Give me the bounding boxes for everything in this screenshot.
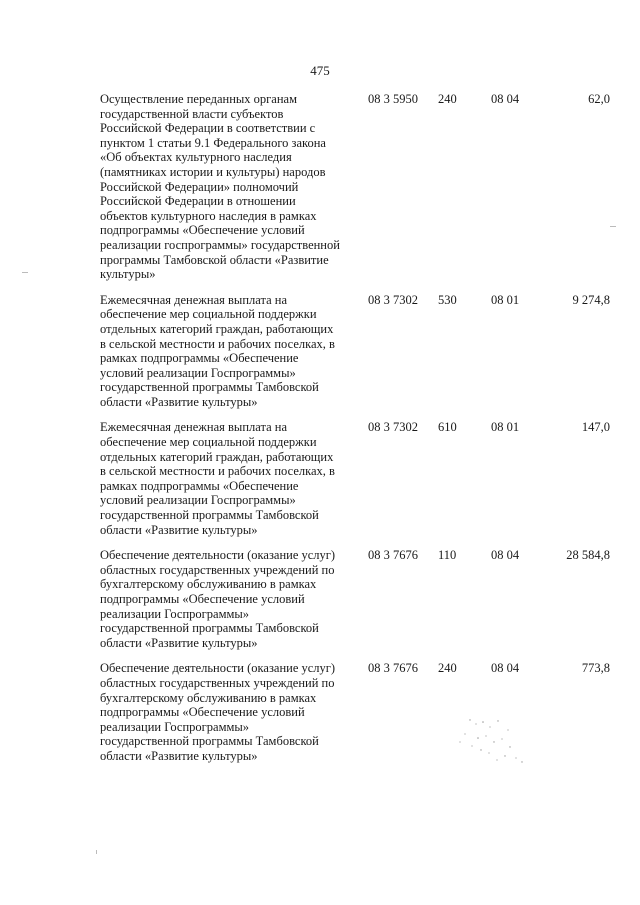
- table-row: [100, 420, 610, 537]
- row-amount: 147,0: [581, 420, 610, 435]
- row-section-code: 08 01: [490, 420, 520, 435]
- row-description: Ежемесячная денежная выплата на обеспечение мер социальной поддержки отдельных категорий граждан, работающих в сельской местности и рабочих поселках, в рамках подпрограммы «Обеспечение условий реализации Госпрограммы» государственной программы Тамбовской области «Развитие культуры»: [100, 292, 335, 409]
- row-expense-type-code: 240: [438, 92, 457, 106]
- table-row: [100, 548, 610, 650]
- row-description: Обеспечение деятельности (оказание услуг) областных государственных учреждений по бухгалтерскому обслуживанию в рамках подпрограммы «Обеспечение условий реализации Госпрограммы» государственной программы Тамбовской области «Развитие культуры»: [100, 548, 336, 650]
- margin-mark: [610, 226, 616, 227]
- margin-mark: [96, 850, 97, 854]
- row-expense-type-code: 110: [438, 548, 457, 563]
- row-amount: 28 584,8: [566, 548, 610, 563]
- row-target-article-code: 08 3 7302: [368, 420, 418, 435]
- table-row: [100, 92, 610, 282]
- row-expense-type-code: 610: [438, 420, 457, 435]
- row-expense-type-code: 240: [438, 661, 457, 676]
- table-row: [100, 293, 610, 410]
- budget-table: [100, 92, 610, 775]
- row-expense-type-code: 530: [438, 292, 457, 307]
- page-number: 475: [310, 63, 330, 78]
- row-amount: 9 274,8: [572, 292, 610, 307]
- row-amount: 773,8: [581, 661, 610, 676]
- row-target-article-code: 08 3 7676: [368, 548, 418, 563]
- row-target-article-code: 08 3 5950: [368, 92, 418, 106]
- scan-noise: [450, 712, 540, 772]
- row-section-code: 08 04: [490, 661, 520, 676]
- margin-mark: [22, 272, 28, 273]
- row-section-code: 08 01: [490, 292, 520, 307]
- row-target-article-code: 08 3 7676: [368, 661, 418, 676]
- row-description: Осуществление переданных органам государственной власти субъектов Российской Федерации в соответствии с пунктом 1 статьи 9.1 Федерального закона «Об объектах культурного наследия (памятниках истории и культуры) народов Российской Федерации» полномочий Российской Федерации в отношении объектов культурного наследия в рамках подпрограммы «Обеспечение условий реализации госпрограммы» государственной программы Тамбовской области «Развитие культуры»: [100, 92, 340, 282]
- row-section-code: 08 04: [490, 92, 520, 106]
- row-description: Ежемесячная денежная выплата на обеспечение мер социальной поддержки отдельных категорий граждан, работающих в сельской местности и рабочих поселках, в рамках подпрограммы «Обеспечение условий реализации Госпрограммы» государственной программы Тамбовской области «Развитие культуры»: [100, 420, 335, 537]
- row-amount: 62,0: [588, 92, 610, 106]
- row-section-code: 08 04: [490, 548, 520, 563]
- row-description: Обеспечение деятельности (оказание услуг) областных государственных учреждений по бухгалтерскому обслуживанию в рамках подпрограммы «Обеспечение условий реализации Госпрограммы» государственной программы Тамбовской области «Развитие культуры»: [100, 661, 336, 763]
- row-target-article-code: 08 3 7302: [368, 292, 418, 307]
